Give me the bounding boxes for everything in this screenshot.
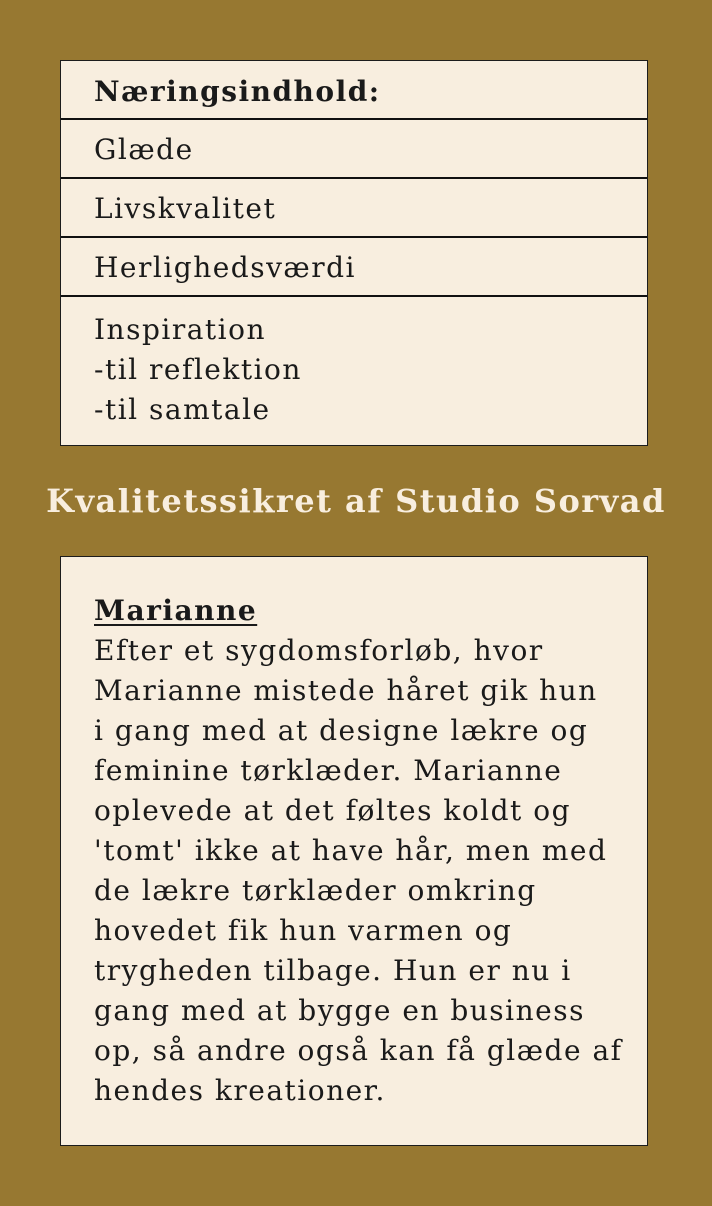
story-text	[94, 631, 627, 1111]
nutrition-item-glaede: Glæde	[61, 120, 647, 179]
story-line: gang med at bygge en business	[94, 994, 585, 1027]
story-line: oplevede at det føltes koldt og	[94, 794, 571, 827]
inspiration-line: -til samtale	[94, 393, 271, 426]
story-line: hovedet fik hun varmen og	[94, 914, 513, 947]
story-line: i gang med at designe lækre og	[94, 714, 589, 747]
story-line: 'tomt' ikke at have hår, men med	[94, 834, 608, 867]
story-line: hendes kreationer.	[94, 1074, 386, 1107]
story-line: Marianne mistede håret gik hun	[94, 674, 598, 707]
story-line: de lækre tørklæder omkring	[94, 874, 537, 907]
nutrition-item-inspiration	[61, 297, 647, 445]
story-line: Efter et sygdomsforløb, hvor	[94, 634, 544, 667]
story-line: op, så andre også kan få glæde af	[94, 1034, 623, 1067]
nutrition-item-livskvalitet: Livskvalitet	[61, 179, 647, 238]
story-line: feminine tørklæder. Marianne	[94, 754, 563, 787]
nutrition-item-herlighedsvaerdi: Herlighedsværdi	[61, 238, 647, 297]
story-name: Marianne	[94, 594, 258, 627]
inspiration-line: Inspiration	[94, 313, 267, 346]
story-card	[60, 556, 648, 1146]
nutrition-table	[60, 60, 648, 446]
quality-label: Kvalitetssikret af Studio Sorvad	[46, 482, 666, 520]
nutrition-header: Næringsindhold:	[61, 61, 647, 120]
story-line: trygheden tilbage. Hun er nu i	[94, 954, 572, 987]
inspiration-line: -til reflektion	[94, 353, 302, 386]
